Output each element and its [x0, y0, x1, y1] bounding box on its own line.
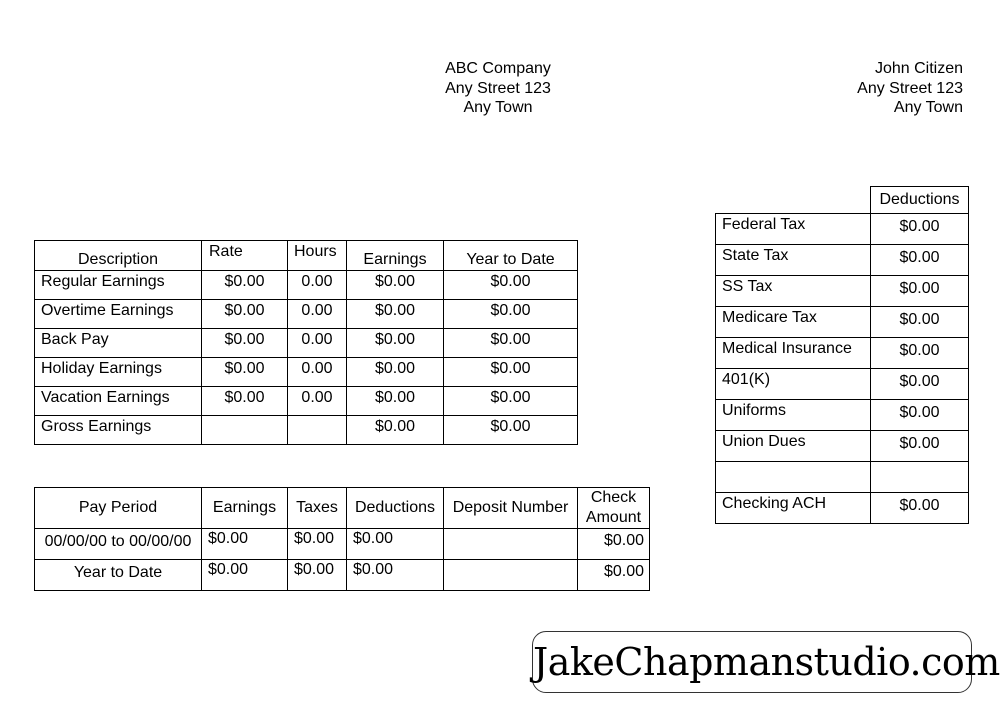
- pay-period-header-taxes: Taxes: [288, 488, 347, 529]
- pay-period-header-earnings: Earnings: [202, 488, 288, 529]
- pay-period-header-deductions: Deductions: [347, 488, 444, 529]
- deduction-amount: $0.00: [871, 214, 969, 245]
- deduction-amount: $0.00: [871, 245, 969, 276]
- deduction-label: Medical Insurance: [716, 338, 871, 369]
- deductions-header-row: [716, 187, 969, 214]
- pay-period-header-check-amount: [578, 488, 650, 529]
- earnings-amount: $0.00: [347, 300, 444, 329]
- table-row: [716, 369, 969, 400]
- watermark-logo: JakeChapmanstudio.com: [532, 631, 972, 693]
- company-town: Any Town: [463, 99, 533, 116]
- deduction-label: Union Dues: [716, 431, 871, 462]
- pay-period-check-amount: $0.00: [578, 529, 650, 560]
- deductions-table: [715, 186, 969, 524]
- earnings-description: Gross Earnings: [35, 416, 202, 445]
- earnings-ytd: $0.00: [444, 416, 578, 445]
- deduction-label: 401(K): [716, 369, 871, 400]
- deduction-amount: $0.00: [871, 493, 969, 524]
- earnings-header-hours: Hours: [288, 241, 347, 271]
- earnings-rate: $0.00: [202, 300, 288, 329]
- earnings-ytd: $0.00: [444, 358, 578, 387]
- earnings-rate: $0.00: [202, 387, 288, 416]
- company-name: ABC Company: [445, 60, 551, 77]
- table-row: [716, 245, 969, 276]
- earnings-header-earnings: Earnings: [347, 241, 444, 271]
- employee-street: Any Street 123: [857, 79, 963, 97]
- earnings-rate: $0.00: [202, 358, 288, 387]
- deduction-label: State Tax: [716, 245, 871, 276]
- earnings-ytd: $0.00: [444, 329, 578, 358]
- table-row: [35, 329, 578, 358]
- table-row: [716, 276, 969, 307]
- earnings-ytd: $0.00: [444, 300, 578, 329]
- pay-period-check-amount: $0.00: [578, 560, 650, 591]
- table-row: [35, 358, 578, 387]
- table-row: [716, 214, 969, 245]
- deduction-label: Federal Tax: [716, 214, 871, 245]
- pay-period-header-row: [35, 488, 650, 529]
- earnings-hours: 0.00: [288, 271, 347, 300]
- deduction-amount: $0.00: [871, 338, 969, 369]
- table-row: [35, 300, 578, 329]
- deduction-amount: $0.00: [871, 369, 969, 400]
- deduction-amount: $0.00: [871, 307, 969, 338]
- table-row: [716, 462, 969, 493]
- pay-period-earnings: $0.00: [202, 560, 288, 591]
- table-row: [35, 416, 578, 445]
- table-row: [35, 271, 578, 300]
- pay-period-range: 00/00/00 to 00/00/00: [35, 529, 202, 560]
- earnings-ytd: $0.00: [444, 271, 578, 300]
- table-row: [35, 529, 650, 560]
- earnings-header-row: [35, 241, 578, 271]
- earnings-amount: $0.00: [347, 271, 444, 300]
- earnings-table: [34, 240, 578, 445]
- pay-period-earnings: $0.00: [202, 529, 288, 560]
- table-row: [716, 493, 969, 524]
- table-row: [35, 387, 578, 416]
- earnings-hours: [288, 416, 347, 445]
- deduction-label: Medicare Tax: [716, 307, 871, 338]
- pay-period-taxes: $0.00: [288, 529, 347, 560]
- earnings-rate: $0.00: [202, 329, 288, 358]
- employee-town: Any Town: [893, 99, 963, 116]
- pay-period-table: [34, 487, 650, 591]
- company-street: Any Street 123: [445, 79, 551, 97]
- deduction-label: [716, 462, 871, 493]
- check-amount-line-2: Amount: [585, 509, 642, 526]
- pay-period-range: Year to Date: [35, 560, 202, 591]
- earnings-ytd: $0.00: [444, 387, 578, 416]
- earnings-header-rate: Rate: [202, 241, 288, 271]
- deduction-amount: [871, 462, 969, 493]
- earnings-header-description: Description: [35, 241, 202, 271]
- table-row: [35, 560, 650, 591]
- table-row: [716, 338, 969, 369]
- deduction-label: SS Tax: [716, 276, 871, 307]
- employee-name: John Citizen: [874, 60, 963, 77]
- pay-period-deductions: $0.00: [347, 560, 444, 591]
- deductions-header: Deductions: [871, 187, 969, 214]
- earnings-description: Back Pay: [35, 329, 202, 358]
- earnings-amount: $0.00: [347, 358, 444, 387]
- earnings-amount: $0.00: [347, 329, 444, 358]
- earnings-hours: 0.00: [288, 300, 347, 329]
- earnings-description: Regular Earnings: [35, 271, 202, 300]
- deduction-amount: $0.00: [871, 276, 969, 307]
- employee-address: [790, 59, 963, 118]
- deduction-label: Checking ACH: [716, 493, 871, 524]
- table-row: [716, 431, 969, 462]
- pay-period-deposit-number: [444, 560, 578, 591]
- table-row: [716, 400, 969, 431]
- deduction-label: Uniforms: [716, 400, 871, 431]
- earnings-hours: 0.00: [288, 329, 347, 358]
- earnings-rate: $0.00: [202, 271, 288, 300]
- pay-period-header-deposit-number: Deposit Number: [444, 488, 578, 529]
- table-row: [716, 307, 969, 338]
- pay-period-deposit-number: [444, 529, 578, 560]
- pay-period-deductions: $0.00: [347, 529, 444, 560]
- pay-period-taxes: $0.00: [288, 560, 347, 591]
- earnings-description: Overtime Earnings: [35, 300, 202, 329]
- earnings-hours: 0.00: [288, 358, 347, 387]
- deductions-header-blank: [716, 187, 871, 214]
- pay-period-header-period: Pay Period: [35, 488, 202, 529]
- earnings-hours: 0.00: [288, 387, 347, 416]
- earnings-header-ytd: Year to Date: [444, 241, 578, 271]
- earnings-amount: $0.00: [347, 387, 444, 416]
- earnings-amount: $0.00: [347, 416, 444, 445]
- deduction-amount: $0.00: [871, 431, 969, 462]
- company-address: [423, 59, 573, 118]
- deduction-amount: $0.00: [871, 400, 969, 431]
- earnings-description: Vacation Earnings: [35, 387, 202, 416]
- earnings-description: Holiday Earnings: [35, 358, 202, 387]
- earnings-rate: [202, 416, 288, 445]
- check-amount-line-1: Check: [590, 489, 637, 506]
